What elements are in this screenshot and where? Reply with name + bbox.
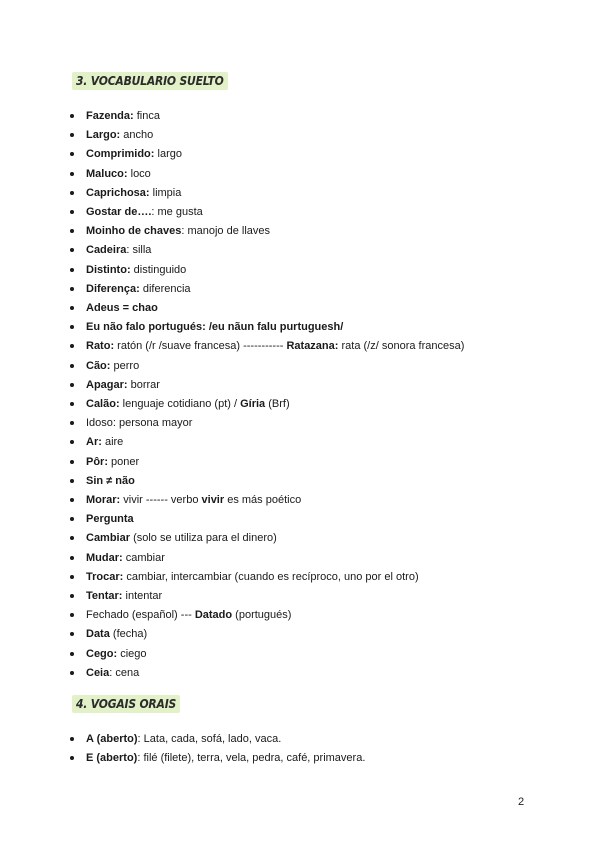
term-bold: Pergunta [86,513,134,526]
term-bold: Comprimido: [86,148,155,161]
definition-text: perro [110,359,140,372]
term-bold: Gostar de…. [86,206,152,219]
list-item [68,749,365,768]
term-bold: Cego: [86,647,118,660]
list-item [68,529,464,548]
term-bold: Largo: [86,129,121,142]
list-item [68,491,464,510]
list-item [68,625,464,644]
list-item [68,376,464,395]
term-bold: Data [86,628,110,641]
list-item [68,203,464,222]
term-bold: Apagar: [86,378,128,391]
term-bold: Diferença: [86,282,140,295]
term-bold: E (aberto) [86,752,138,765]
list-item [68,730,365,749]
term-bold: Adeus = chao [86,302,158,315]
definition-text: ratón (/r /suave francesa) ----------- [114,340,287,353]
definition-text: ciego [117,647,147,660]
term-bold: Cão: [86,359,111,372]
vowels-list [68,730,365,768]
definition-text: : cena [109,666,140,679]
definition-text: (Brf) [265,398,290,411]
term-bold: Eu não falo portugués: /eu nãun falu purtuguesh/ [86,321,344,334]
vocabulary-list [68,107,464,683]
term-bold: Tentar: [86,590,123,603]
list-item [68,433,464,452]
definition-text: borrar [127,378,160,391]
term-bold: Ar: [86,436,102,449]
list-item [68,107,464,126]
term-bold: Ceia [86,666,110,679]
term-bold: Distinto: [86,263,131,276]
term-bold: Cambiar [86,532,131,545]
definition-text: : manojo de llaves [181,225,271,238]
definition-text: Fechado (español) --- [86,609,195,622]
definition-text: largo [154,148,182,161]
definition-text: intentar [122,590,163,603]
list-item [68,241,464,260]
definition-text: lenguaje cotidiano (pt) / [119,398,241,411]
term-bold: Calão: [86,398,120,411]
definition-text: rata (/z/ sonora francesa) [338,340,465,353]
term-bold: Pôr: [86,455,108,468]
term-bold: Cadeira [86,244,127,257]
definition-text: : filé (filete), terra, vela, pedra, café, primavera. [137,752,366,765]
list-item [68,587,464,606]
definition-text: poner [108,455,140,468]
list-item [68,222,464,241]
term-bold: vivir [201,494,225,507]
term-bold: Ratazana: [286,340,339,353]
definition-text: : Lata, cada, sofá, lado, vaca. [137,733,282,745]
list-item [68,568,464,587]
list-item [68,184,464,203]
term-bold: Gíria [240,398,266,411]
definition-text: : silla [126,244,152,257]
definition-text: aire [101,436,124,449]
list-item [68,414,464,433]
definition-text: (portugués) [232,609,292,622]
list-item [68,606,464,625]
term-bold: Moinho de chaves [86,225,182,238]
list-item [68,645,464,664]
definition-text: cambiar, intercambiar (cuando es recíproco, uno por el otro) [123,570,419,583]
list-item [68,126,464,145]
page-number: 2 [518,796,525,808]
section-heading-vogais: 4. VOGAIS ORAIS [72,695,180,713]
term-bold: A (aberto) [86,733,138,745]
definition-text: limpia [149,186,182,199]
list-item [68,280,464,299]
definition-text: : me gusta [151,206,203,219]
definition-text: cambiar [122,551,165,564]
term-bold: Fazenda: [86,110,134,122]
section-heading-vocabulario: 3. VOCABULARIO SUELTO [72,72,228,90]
list-item [68,472,464,491]
term-bold: Mudar: [86,551,123,564]
term-bold: Rato: [86,340,115,353]
definition-text: Idoso: persona mayor [86,417,193,430]
list-item [68,453,464,472]
list-item [68,664,464,683]
definition-text: diferencia [139,282,191,295]
term-bold: Sin ≠ não [86,474,135,487]
list-item [68,145,464,164]
list-item [68,261,464,280]
term-bold: Maluco: [86,167,128,180]
list-item [68,510,464,529]
list-item [68,165,464,184]
definition-text: (solo se utiliza para el dinero) [130,532,277,545]
list-item [68,318,464,337]
list-item [68,299,464,318]
definition-text: finca [133,110,160,122]
definition-text: ancho [120,129,154,142]
list-item [68,549,464,568]
definition-text: (fecha) [109,628,148,641]
list-item [68,337,464,356]
list-item [68,395,464,414]
definition-text: vivir ------ verbo [120,494,202,507]
definition-text: loco [127,167,151,180]
term-bold: Morar: [86,494,121,507]
term-bold: Caprichosa: [86,186,150,199]
definition-text: distinguido [130,263,187,276]
term-bold: Trocar: [86,570,124,583]
definition-text: es más poético [224,494,302,507]
term-bold: Datado [194,609,233,622]
list-item [68,357,464,376]
